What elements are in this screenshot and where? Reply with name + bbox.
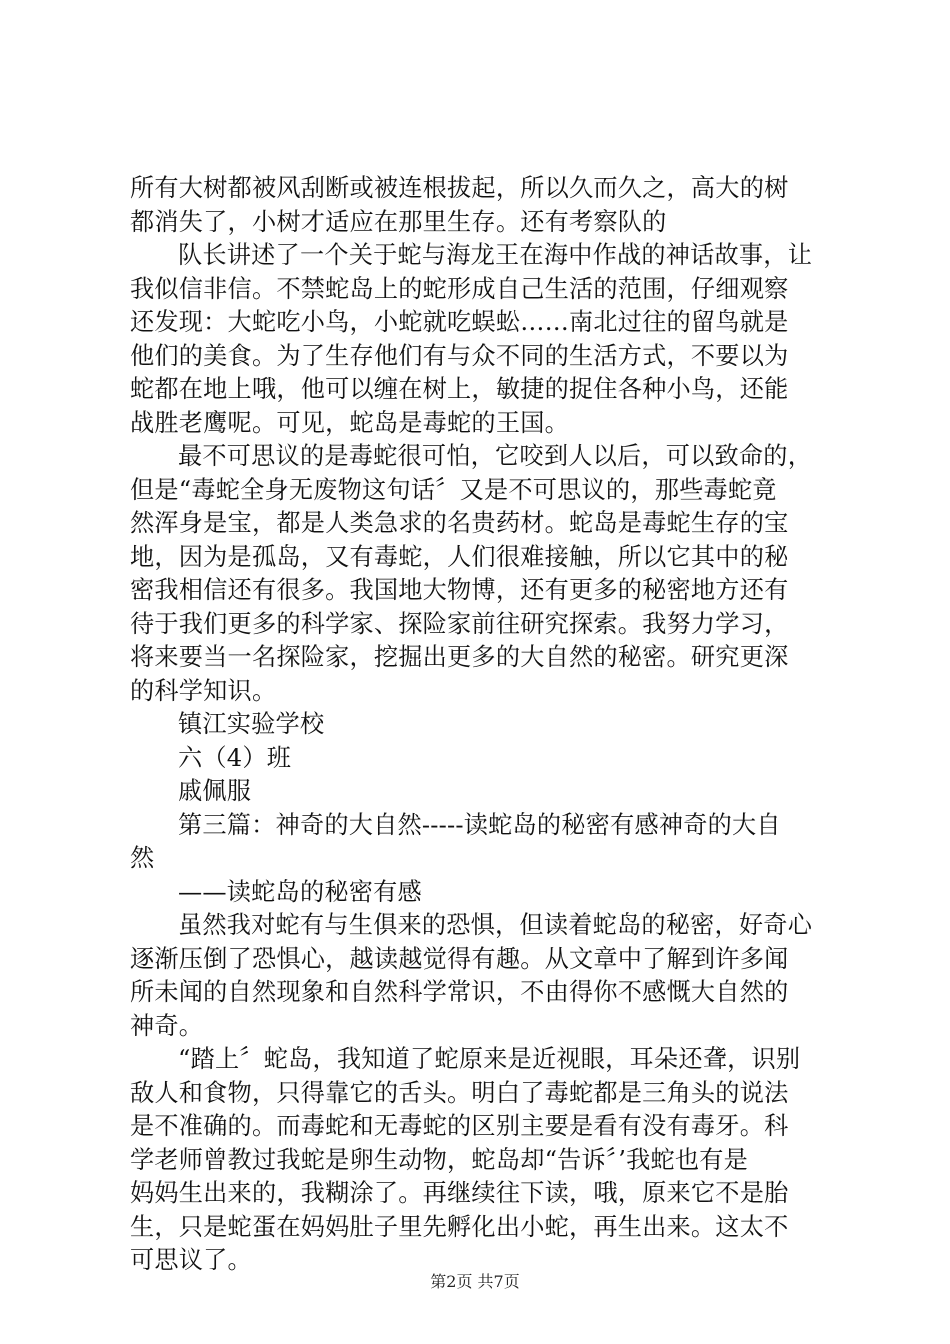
text-line: “踏上〞蛇岛，我知道了蛇原来是近视眼，耳朵还聋，识别 (178, 1045, 801, 1073)
text-line: 是不准确的。而毒蛇和无毒蛇的区别主要是看有没有毒牙。科 (130, 1112, 789, 1140)
text-line: 生，只是蛇蛋在妈妈肚子里先孵化出小蛇，再生出来。这太不 (130, 1212, 789, 1241)
text-line: 将来要当一名探险家，挖掘出更多的大自然的秘密。研究更深 (130, 643, 789, 671)
text-line: 地，因为是孤岛，又有毒蛇，人们很难接触，所以它其中的秘 (130, 542, 789, 571)
text-line: 但是“毒蛇全身无废物这句话〞又是不可思议的，那些毒蛇竟 (130, 475, 777, 504)
text-line: 最不可思议的是毒蛇很可怕，它咬到人以后，可以致命的， (178, 442, 813, 470)
document-body (130, 172, 830, 1278)
text-line: 还发现：大蛇吃小鸟，小蛇就吃蜈蚣……南北过往的留鸟就是 (130, 308, 789, 336)
text-line: 密我相信还有很多。我国地大物博，还有更多的秘密地方还有 (130, 576, 789, 604)
text-line: 然 (130, 844, 155, 872)
text-line: 所有大树都被风刮断或被连根拔起，所以久而久之，高大的树 (130, 174, 789, 202)
text-line: 然浑身是宝，都是人类急求的名贵药材。蛇岛是毒蛇生存的宝 (130, 509, 789, 537)
page-footer: 第2页 共7页 (430, 1272, 520, 1291)
text-line: 戚佩服 (178, 777, 252, 805)
text-line: 的科学知识。 (130, 676, 277, 705)
text-line: 神奇。 (130, 1011, 204, 1040)
text-line: 蛇都在地上哦，他可以缠在树上，敏捷的捉住各种小鸟，还能 (130, 375, 789, 403)
text-line: 可思议了。 (130, 1246, 252, 1274)
text-line: 第三篇：神奇的大自然-----读蛇岛的秘密有感神奇的大自 (178, 810, 781, 839)
text-line: 六（4）班 (178, 743, 292, 772)
text-line: 学老师曾教过我蛇是卵生动物，蛇岛却“告诉〞’我蛇也有是 (130, 1145, 749, 1174)
text-line: 我似信非信。不禁蛇岛上的蛇形成自己生活的范围，仔细观察 (130, 274, 789, 303)
text-line: 都消失了，小树才适应在那里生存。还有考察队的 (130, 207, 667, 236)
text-line: 敌人和食物，只得靠它的舌头。明白了毒蛇都是三角头的说法 (130, 1078, 789, 1107)
text-line: 待于我们更多的科学家、探险家前往研究探索。我努力学习， (130, 609, 789, 638)
text-line: 妈妈生出来的，我糊涂了。再继续往下读，哦，原来它不是胎 (130, 1179, 789, 1207)
text-line: 他们的美食。为了生存他们有与众不同的生活方式，不要以为 (130, 341, 789, 370)
text-line: 战胜老鹰呢。可见，蛇岛是毒蛇的王国。 (130, 408, 569, 437)
text-line: 逐渐压倒了恐惧心，越读越觉得有趣。从文章中了解到许多闻 (130, 944, 789, 973)
text-line: 队长讲述了一个关于蛇与海龙王在海中作战的神话故事，让 (178, 241, 813, 269)
text-line: ——读蛇岛的秘密有感 (178, 877, 422, 906)
text-line: 所未闻的自然现象和自然科学常识，不由得你不感慨大自然的 (130, 978, 789, 1006)
text-line: 虽然我对蛇有与生俱来的恐惧，但读着蛇岛的秘密，好奇心 (178, 911, 813, 939)
text-line: 镇江实验学校 (178, 710, 325, 738)
